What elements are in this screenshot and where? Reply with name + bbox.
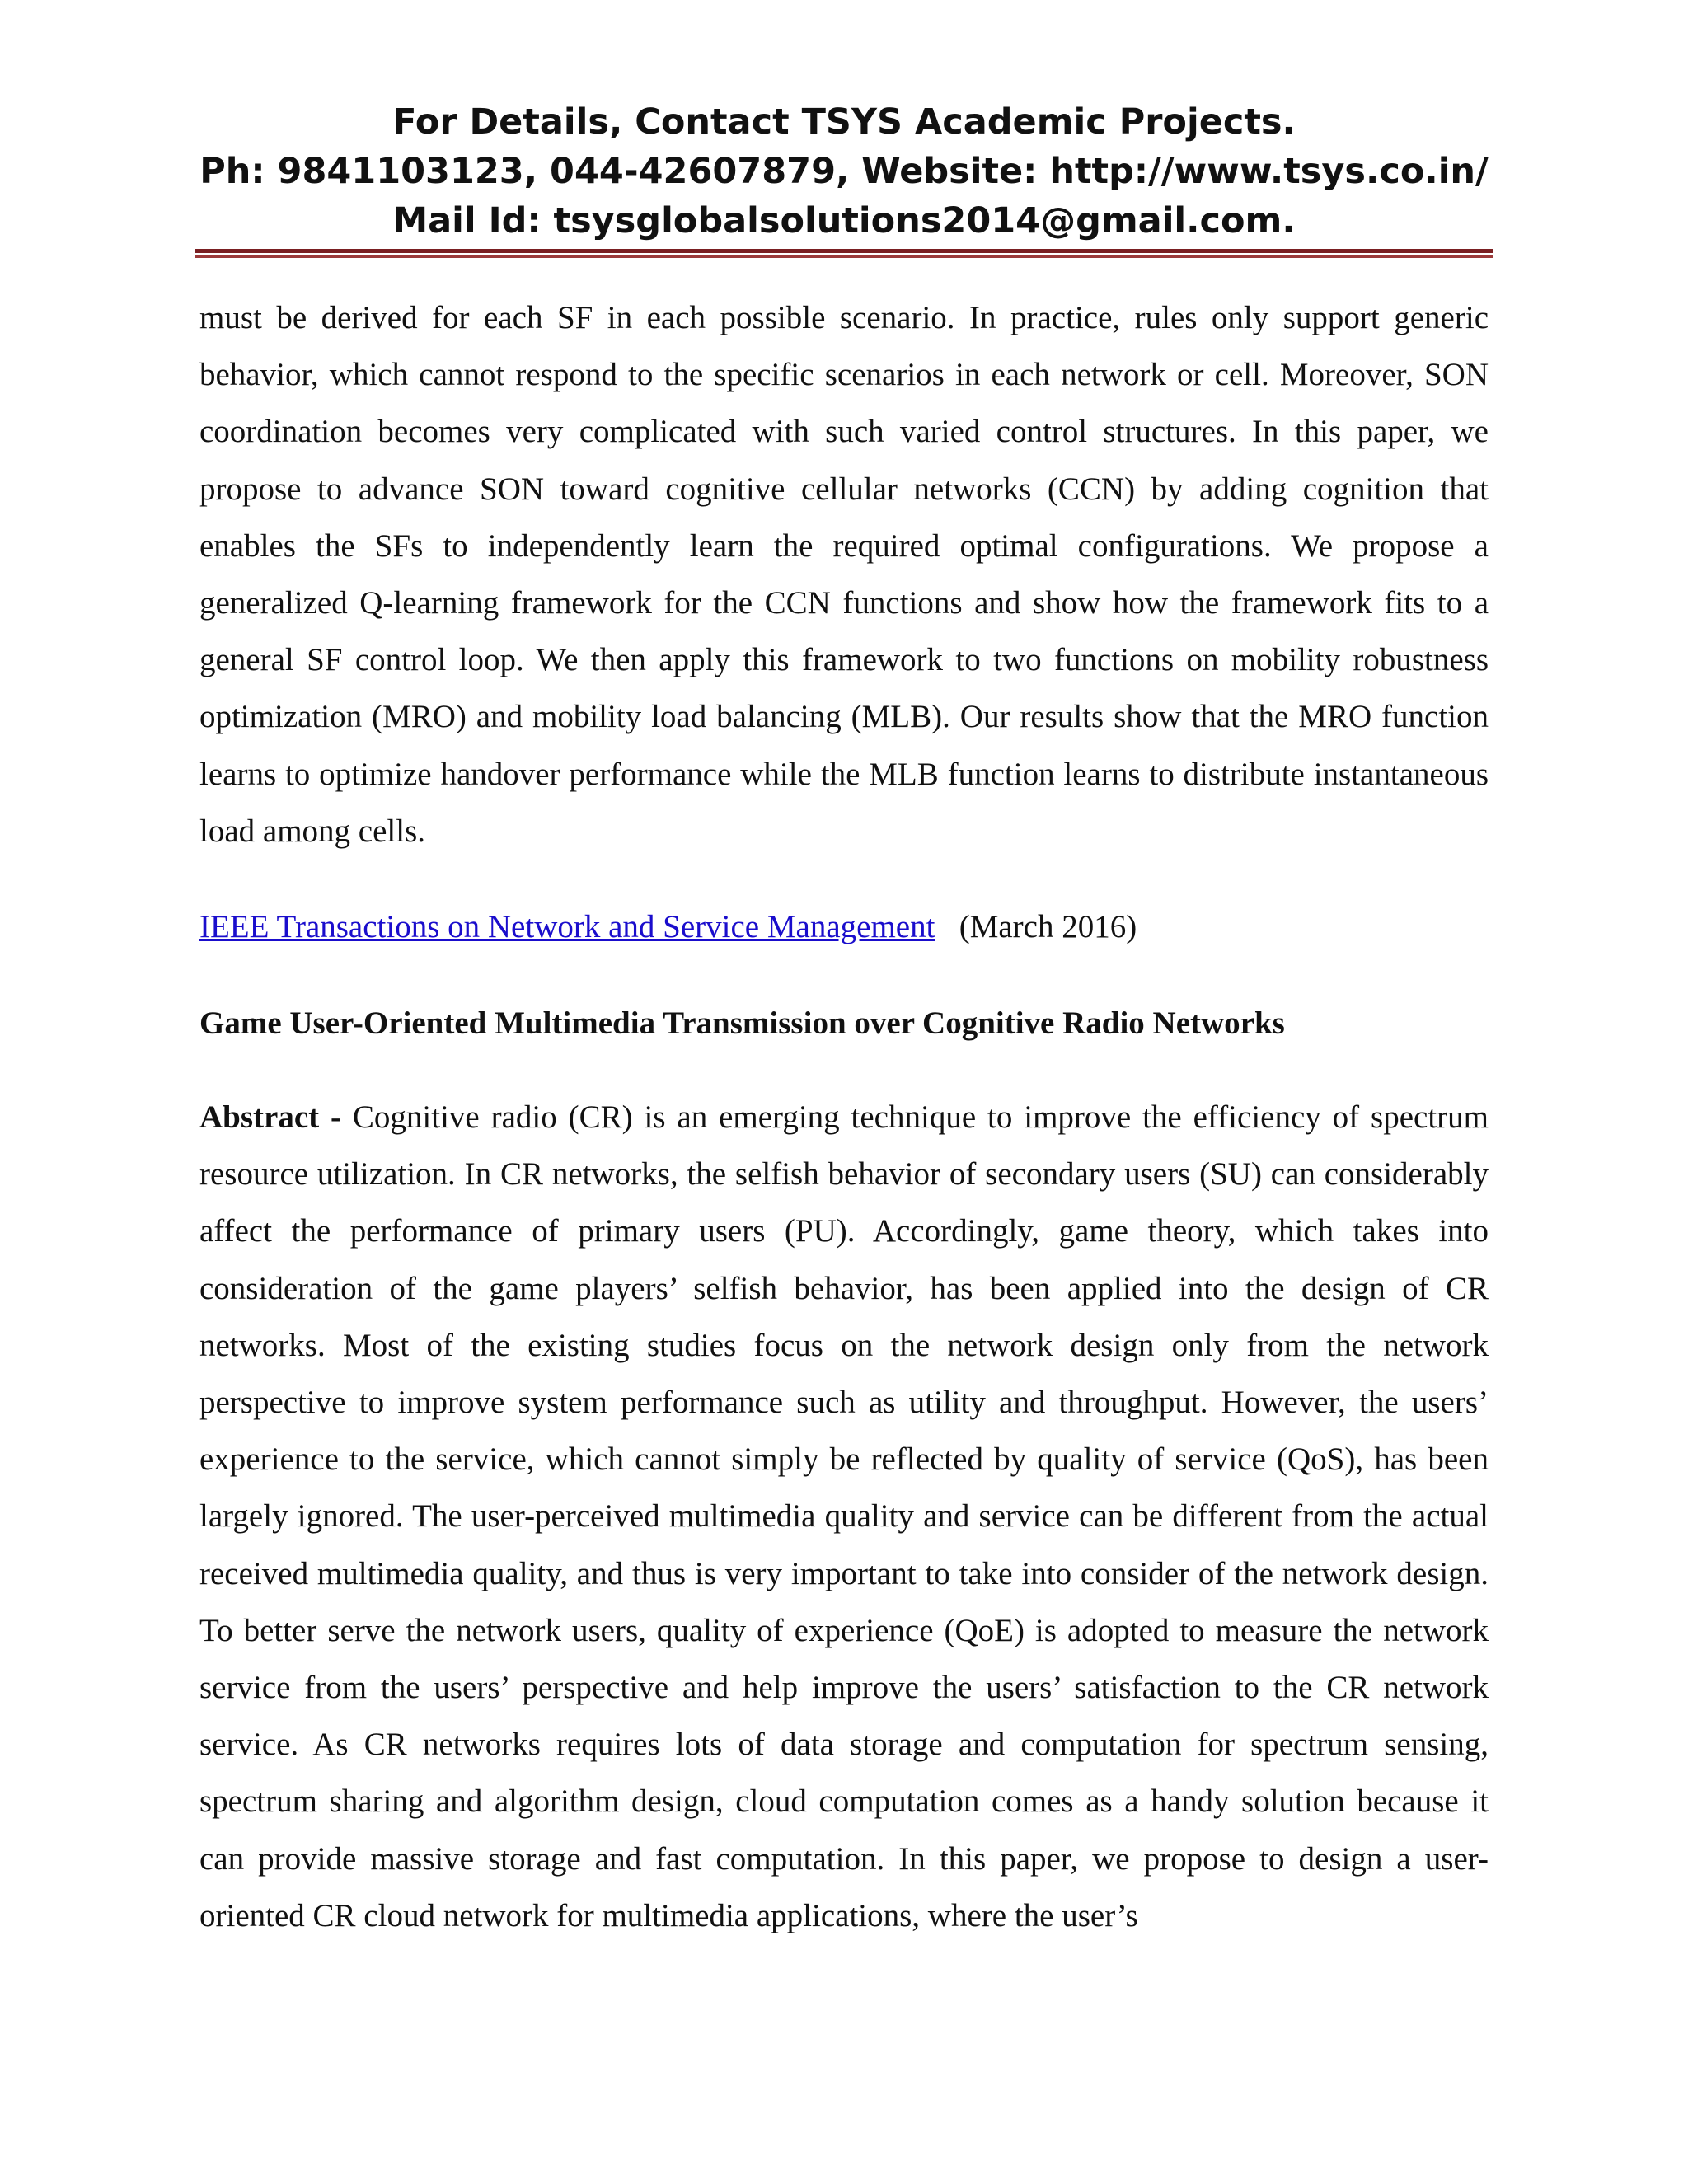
journal-reference: [199, 898, 1489, 955]
abstract-section: [199, 1089, 1489, 1944]
paragraph-text: must be derived for each SF in each possible scenario. In practice, rules only support generic behavior, which cannot respond to the specific scenarios in each network or cell. Moreover, SON coordination becomes very complicated with such varied control structures. In this paper, we propose to advance SON toward cognitive cellular networks (CCN) by adding cognition that enables the SFs to independently learn the required optimal configurations. We propose a generalized Q-learning framework for the CCN functions and show how the framework fits to a general SF control loop. We then apply this framework to two functions on mobility robustness optimization (MRO) and mobility load balancing (MLB). Our results show that the MRO function learns to optimize handover performance while the MLB function learns to distribute instantaneous load among cells.: [199, 300, 1489, 849]
contact-header: [195, 97, 1493, 246]
abstract-label: Abstract -: [199, 1099, 341, 1135]
header-title: For Details, Contact TSYS Academic Projects.: [392, 101, 1296, 143]
header-divider-thick: [195, 249, 1493, 253]
journal-date: [943, 909, 959, 944]
header-email: Mail Id: tsysglobalsolutions2014@gmail.com.: [392, 200, 1296, 241]
paper-title: Game User-Oriented Multimedia Transmission over Cognitive Radio Networks: [199, 1005, 1285, 1041]
header-phone-website: Ph: 9841103123, 044-42607879, Website: http://www.tsys.co.in/: [199, 151, 1489, 192]
header-divider-thin: [195, 255, 1493, 258]
abstract-paragraph: [199, 1089, 1489, 1944]
abstract-text: Cognitive radio (CR) is an emerging technique to improve the efficiency of spectrum resource utilization. In CR networks, the selfish behavior of secondary users (SU) can considerably affect the performance of primary users (PU). Accordingly, game theory, which takes into consideration of the game players’ selfish behavior, has been applied into the design of CR networks. Most of the existing studies focus on the network design only from the network perspective to improve system performance such as utility and throughput. However, the users’ experience to the service, which cannot simply be reflected by quality of service (QoS), has been largely ignored. The user-perceived multimedia quality and service can be different from the actual received multimedia quality, and thus is very important to take into consider of the network design. To better serve the network users, quality of experience (QoE) is adopted to measure the network service from the users’ perspective and help improve the users’ satisfaction to the CR network service. As CR networks requires lots of data storage and computation for spectrum sensing, spectrum sharing and algorithm design, cloud computation comes as a handy solution because it can provide massive storage and fast computation. In this paper, we propose to design a user-oriented CR cloud network for multimedia applications, where the user’s: [199, 1099, 1489, 1933]
abstract-continuation: [199, 289, 1489, 860]
journal-link[interactable]: IEEE Transactions on Network and Service Management: [199, 909, 935, 944]
journal-date-text: (March 2016): [959, 909, 1137, 944]
